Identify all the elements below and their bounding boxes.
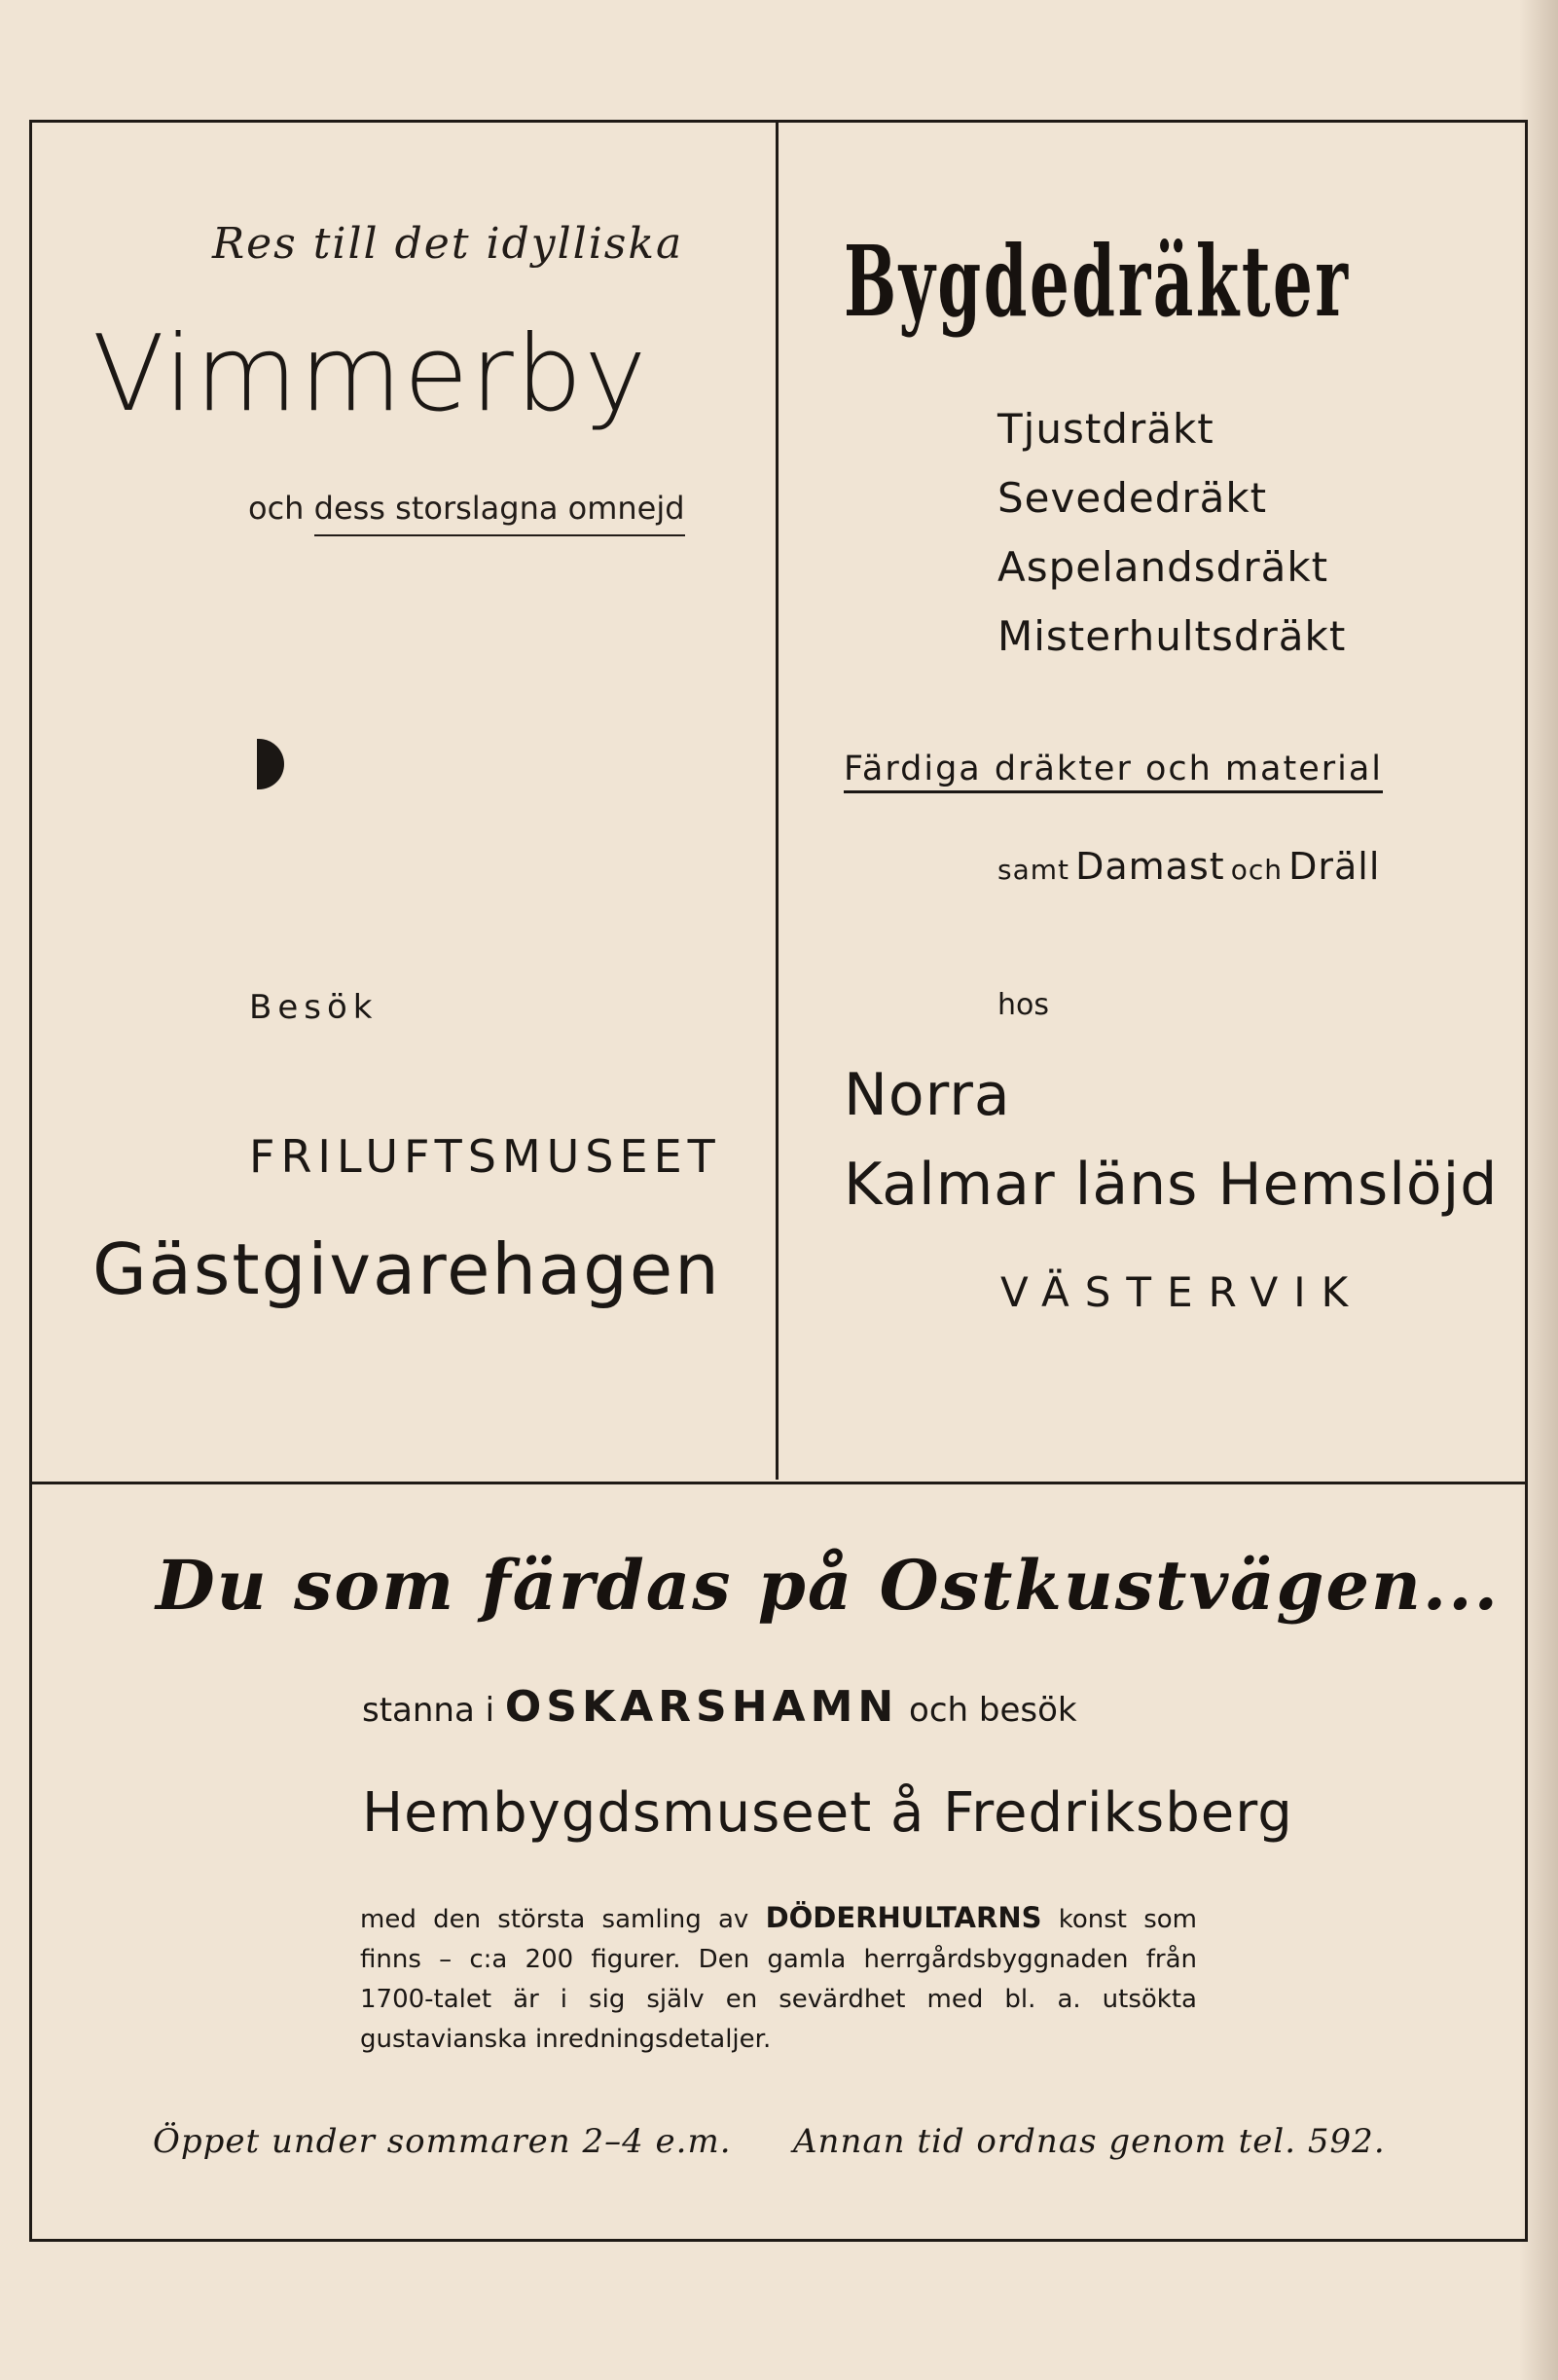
costumes-title: Bygdedräkter	[844, 224, 1351, 339]
samt-text: samt	[997, 854, 1069, 886]
description-bold-name: DÖDERHULTARNS	[765, 1901, 1042, 1934]
oskarshamn-text: OSKARSHAMN	[504, 1682, 899, 1732]
museum-description	[360, 1898, 1197, 2060]
vertical-divider	[776, 122, 779, 1480]
horizontal-divider	[29, 1482, 1528, 1484]
visit-label: Besök	[249, 988, 379, 1027]
damast-text: Damast	[1075, 845, 1225, 888]
costume-list	[997, 394, 1346, 671]
stanna-text: stanna i	[362, 1691, 495, 1730]
bottom-headline: Du som färdas på Ostkustvägen...	[156, 1545, 1500, 1626]
subtitle-underlined: dess storslagna omnejd	[314, 490, 685, 536]
drall-text: Dräll	[1288, 845, 1381, 888]
open-air-museum-name: FRILUFTSMUSEET	[249, 1130, 721, 1183]
subtitle-prefix: och	[248, 490, 305, 527]
vimmerby-title: Vimmerby	[92, 313, 649, 435]
hos-text: hos	[997, 988, 1049, 1022]
fabric-line	[997, 845, 1380, 888]
shop-name-line2: Kalmar läns Hemslöjd	[844, 1151, 1499, 1219]
opening-hours: Öppet under sommaren 2–4 e.m.	[153, 2122, 732, 2161]
shop-city: VÄSTERVIK	[1000, 1268, 1364, 1316]
place-name: Gästgivarehagen	[92, 1228, 721, 1310]
stop-line	[362, 1682, 1077, 1732]
och-text: och	[1230, 854, 1284, 886]
costume-item: Sevededräkt	[997, 474, 1268, 522]
ready-made-line: Färdiga dräkter och material	[844, 750, 1383, 793]
och-besok-text: och besök	[909, 1691, 1077, 1730]
hembygd-museum-title: Hembygdsmuseet å Fredriksberg	[362, 1781, 1293, 1845]
vimmerby-intro: Res till det idylliska	[212, 219, 684, 269]
costume-item: Tjustdräkt	[997, 405, 1214, 453]
description-start: med den största samling av	[360, 1905, 749, 1934]
vimmerby-subtitle	[248, 490, 685, 527]
costume-item: Aspelandsdräkt	[997, 543, 1329, 591]
costume-item: Misterhultsdräkt	[997, 612, 1347, 660]
shop-name-line1: Norra	[844, 1061, 1011, 1129]
other-times: Annan tid ordnas genom tel. 592.	[793, 2122, 1386, 2161]
description-rest: konst som finns – c:a 200 figurer. Den gamla herrgårdsbyggnaden från 1700-talet är i sig själv en sevärdhet med bl. a. utsökta gustavianska inredningsdetaljer.	[360, 1905, 1198, 2054]
